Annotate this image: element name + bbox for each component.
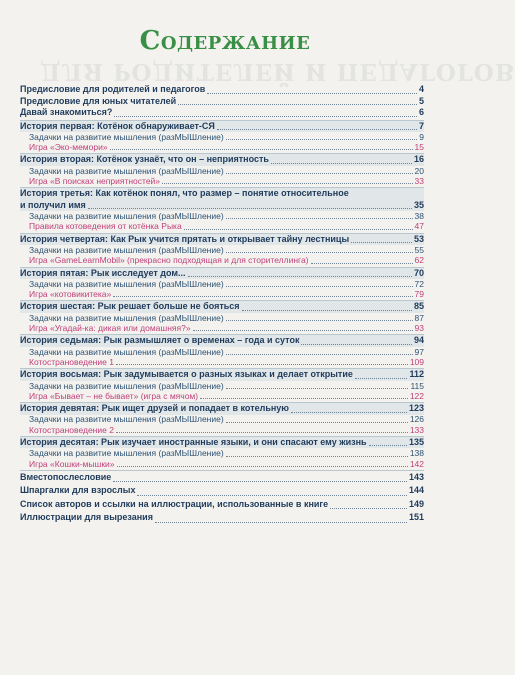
game-entry[interactable] — [20, 459, 424, 469]
entry-title: Шпаргалки для взрослых — [20, 485, 136, 496]
chapter-section — [20, 188, 424, 233]
page-number: 144 — [408, 485, 424, 496]
page-number: 85 — [413, 301, 424, 312]
page-number: 35 — [413, 199, 424, 210]
page-number: 20 — [414, 165, 424, 176]
chapter-section — [20, 154, 424, 188]
page-number: 47 — [414, 221, 424, 232]
dot-leader — [311, 263, 413, 264]
page-number: 135 — [408, 436, 424, 447]
game-entry[interactable] — [20, 176, 424, 186]
page-number: 33 — [414, 176, 424, 187]
chapter-section — [20, 301, 424, 335]
page-number: 112 — [409, 369, 424, 380]
task-entry[interactable] — [20, 211, 424, 221]
dot-leader — [188, 276, 412, 277]
entry-title: Задачки на развитие мышления (разМЫШление) — [29, 380, 224, 391]
task-entry[interactable] — [20, 415, 424, 425]
dot-leader — [117, 466, 408, 467]
page-number: 72 — [414, 278, 424, 289]
table-of-contents — [20, 84, 424, 526]
dot-leader — [113, 481, 407, 482]
page-number: 5 — [418, 95, 424, 106]
game-entry[interactable] — [20, 289, 424, 299]
game-entry[interactable] — [20, 255, 424, 265]
page-number: 87 — [414, 312, 424, 323]
task-entry[interactable] — [20, 448, 424, 458]
chapter-entry[interactable] — [20, 121, 424, 133]
entry-title: Игра «Эко-мемори» — [29, 142, 108, 153]
chapter-section — [20, 403, 424, 437]
page-number: 138 — [409, 448, 424, 459]
page-number: 143 — [408, 471, 424, 482]
entry-title: История седьмая: Рык размышляет о временах – года и суток — [20, 335, 300, 346]
toc-entry[interactable] — [20, 498, 424, 512]
entry-title: Давай знакомиться? — [20, 107, 113, 117]
dot-leader — [271, 163, 412, 164]
dot-leader — [330, 508, 407, 509]
entry-title: Игра «Кошки-мышки» — [29, 458, 115, 469]
chapter-section — [20, 437, 424, 471]
chapter-entry[interactable] — [20, 200, 424, 212]
game-entry[interactable] — [20, 391, 424, 401]
page-number: 149 — [408, 498, 424, 509]
page-number: 53 — [413, 233, 424, 244]
game-entry[interactable] — [20, 221, 424, 231]
chapter-entry[interactable] — [20, 268, 424, 280]
dot-leader — [226, 354, 413, 355]
task-entry[interactable] — [20, 132, 424, 142]
page-number: 94 — [413, 335, 424, 346]
dot-leader — [242, 310, 412, 311]
page-number: 126 — [409, 414, 424, 425]
entry-title: Правила котоведения от котёнка Рыка — [29, 221, 182, 232]
chapter-section — [20, 268, 424, 302]
dot-leader — [113, 296, 412, 297]
dot-leader — [184, 229, 413, 230]
page-number: 122 — [409, 390, 424, 401]
task-entry[interactable] — [20, 245, 424, 255]
entry-title: Котострановедение 2 — [29, 424, 114, 435]
dot-leader — [217, 129, 417, 130]
entry-title: История десятая: Рык изучает иностранные языки, и они спасают ему жизнь — [20, 436, 367, 447]
toc-entry[interactable] — [20, 84, 424, 96]
chapter-title-line[interactable] — [20, 188, 424, 200]
entry-title: Задачки на развитие мышления (разМЫШление) — [29, 165, 224, 176]
dot-leader — [137, 495, 406, 496]
page-number: 6 — [418, 107, 424, 117]
dot-leader — [226, 173, 413, 174]
toc-entry[interactable] — [20, 107, 424, 119]
chapter-entry[interactable] — [20, 234, 424, 246]
game-entry[interactable] — [20, 357, 424, 367]
entry-title: Игра «В поисках неприятностей» — [29, 176, 161, 187]
entry-title: Задачки на развитие мышления (разМЫШление) — [29, 312, 224, 323]
chapter-section — [20, 121, 424, 155]
toc-entry[interactable] — [20, 484, 424, 498]
bleed-through-heading: ДЛЯ РОДИТЕЛЕЙ И ПЕДАГОГОВ — [40, 58, 515, 85]
entry-title: История девятая: Рык ищет друзей и попадает в котельную — [20, 403, 289, 413]
entry-title: Задачки на развитие мышления (разМЫШление) — [29, 414, 224, 425]
dot-leader — [226, 320, 413, 321]
dot-leader — [162, 183, 413, 184]
game-entry[interactable] — [20, 323, 424, 333]
game-entry[interactable] — [20, 425, 424, 435]
entry-title: История третья: Как котёнок понял, что размер – понятие относительное — [20, 188, 349, 199]
dot-leader — [200, 398, 408, 399]
page-number: 79 — [414, 289, 424, 300]
entry-title: История шестая: Рык решает больше не бояться — [20, 301, 240, 312]
dot-leader — [226, 422, 408, 423]
entry-title: Задачки на развитие мышления (разМЫШление) — [29, 131, 224, 142]
page-number: 38 — [414, 211, 424, 222]
page-number: 109 — [409, 356, 424, 367]
entry-title: История первая: Котёнок обнаруживает-СЯ — [20, 120, 215, 131]
dot-leader — [226, 456, 408, 457]
page-number: 115 — [410, 380, 424, 391]
dot-leader — [226, 286, 413, 287]
toc-entry[interactable] — [20, 511, 424, 525]
dot-leader — [155, 522, 407, 523]
dot-leader — [88, 208, 412, 209]
dot-leader — [110, 149, 413, 150]
page-number: 15 — [414, 142, 424, 153]
task-entry[interactable] — [20, 347, 424, 357]
front-matter — [20, 84, 424, 121]
page-number: 7 — [418, 120, 424, 131]
dot-leader — [116, 364, 408, 365]
entry-title: и получил имя — [20, 199, 86, 210]
dot-leader — [193, 330, 413, 331]
entry-title: Задачки на развитие мышления (разМЫШление) — [29, 278, 224, 289]
task-entry[interactable] — [20, 166, 424, 176]
task-entry[interactable] — [20, 381, 424, 391]
entry-title: История вторая: Котёнок узнаёт, что он – неприятность — [20, 154, 269, 165]
page-number: 62 — [414, 255, 424, 266]
back-matter — [20, 471, 424, 526]
dot-leader — [178, 104, 417, 105]
entry-title: История четвертая: Как Рык учится прятать и открывает тайну лестницы — [20, 233, 350, 244]
chapter-entry[interactable] — [20, 335, 424, 347]
toc-entry[interactable] — [20, 96, 424, 108]
entry-title: История пятая: Рык исследует дом... — [20, 267, 186, 278]
chapter-section — [20, 234, 424, 268]
entry-title: История восьмая: Рык задумывается о разных языках и делает открытие — [20, 369, 353, 380]
chapter-entry[interactable] — [20, 437, 424, 449]
page-number: 142 — [409, 458, 424, 469]
page-number: 97 — [414, 346, 424, 357]
page-number: 16 — [413, 154, 424, 165]
page-number: 4 — [418, 84, 424, 94]
dot-leader — [116, 432, 408, 433]
dot-leader — [226, 139, 418, 140]
entry-title: Игра «GameLearnMobil» (прекрасно подходящая и для сторителлинга) — [29, 255, 309, 266]
chapter-section — [20, 335, 424, 369]
page-number: 123 — [408, 403, 424, 413]
entry-title: Задачки на развитие мышления (разМЫШление) — [29, 245, 224, 256]
dot-leader — [301, 344, 412, 345]
entry-title: Игра «Бывает – не бывает» (игра с мячом) — [29, 390, 199, 401]
dot-leader — [355, 378, 408, 379]
entry-title: Предисловие для юных читателей — [20, 95, 177, 106]
entry-title: Котострановедение 1 — [29, 356, 114, 367]
entry-title: Список авторов и ссылки на иллюстрации, использованные в книге — [20, 498, 329, 509]
entry-title: Игра «котовикитека» — [29, 289, 112, 300]
dot-leader — [369, 445, 407, 446]
task-entry[interactable] — [20, 279, 424, 289]
dot-leader — [207, 93, 417, 94]
chapter-entry[interactable] — [20, 403, 424, 415]
page-number: 133 — [409, 424, 424, 435]
entry-title: Вместопослесловие — [20, 471, 112, 482]
chapter-section — [20, 369, 424, 403]
task-entry[interactable] — [20, 313, 424, 323]
dot-leader — [291, 412, 407, 413]
entry-title: Предисловие для родителей и педагогов — [20, 84, 206, 94]
chapter-entry[interactable] — [20, 154, 424, 166]
chapter-entry[interactable] — [20, 301, 424, 313]
entry-title: Иллюстрации для вырезания — [20, 512, 153, 523]
page-number: 9 — [419, 131, 424, 142]
entry-title: Задачки на развитие мышления (разМЫШление) — [29, 448, 224, 459]
entry-title: Задачки на развитие мышления (разМЫШление) — [29, 211, 224, 222]
dot-leader — [226, 218, 413, 219]
dot-leader — [226, 252, 413, 253]
page-number: 55 — [414, 245, 424, 256]
dot-leader — [226, 388, 409, 389]
dot-leader — [351, 242, 412, 243]
entry-title: Игра «Угадай-ка: дикая или домашняя?» — [29, 323, 191, 334]
dot-leader — [114, 116, 417, 117]
page-number: 151 — [408, 512, 424, 523]
page-number: 70 — [413, 267, 424, 278]
page-title: Содержание — [139, 26, 311, 56]
game-entry[interactable] — [20, 142, 424, 152]
page-number: 93 — [414, 323, 424, 334]
chapter-entry[interactable] — [20, 369, 424, 381]
entry-title: Задачки на развитие мышления (разМЫШление) — [29, 346, 224, 357]
toc-entry[interactable] — [20, 471, 424, 485]
